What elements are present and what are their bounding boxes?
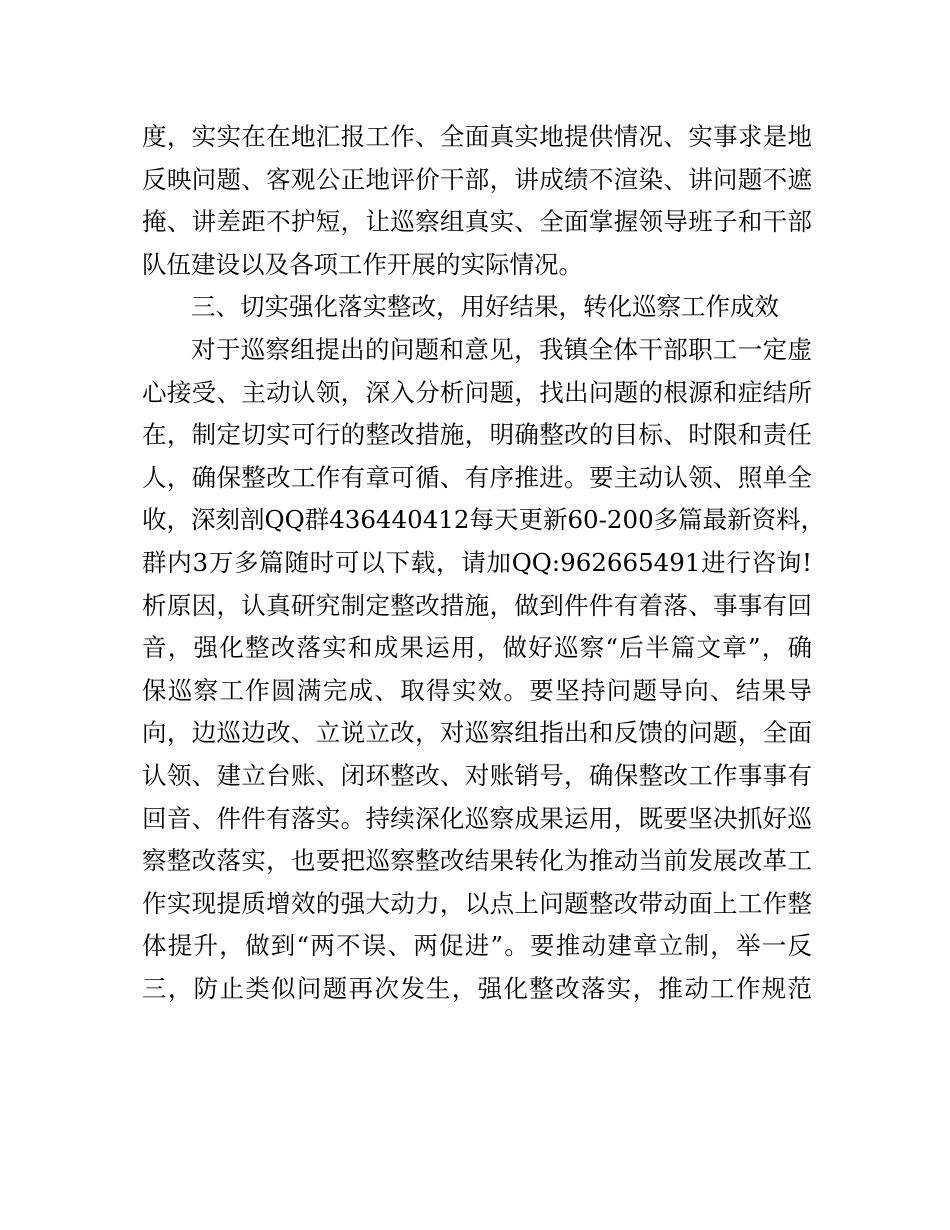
text-line: 向，边巡边改、立说立改，对巡察组指出和反馈的问题，全面: [142, 718, 812, 748]
text-line: 三，防止类似问题再次发生，强化整改落实，推动工作规范: [142, 973, 812, 1003]
text-line: 度，实实在在地汇报工作、全面真实地提供情况、实事求是地: [142, 122, 812, 151]
text-line: 掩、讲差距不护短，让巡察组真实、全面掌握领导班子和干部: [142, 207, 812, 237]
text-line: 反映问题、客观公正地评价干部，讲成绩不渲染、讲问题不遮: [142, 164, 812, 194]
text-line: 人，确保整改工作有章可循、有序推进。要主动认领、照单全: [142, 462, 812, 492]
text-line: 队伍建设以及各项工作开展的实际情况。: [142, 249, 583, 279]
text-line: 群内3万多篇随时可以下载，请加QQ:962665491进行咨询!: [142, 547, 812, 577]
section-heading: 三、切实强化落实整改，用好结果，转化巡察工作成效: [191, 292, 779, 322]
text-line: 体提升，做到“两不误、两促进”。要推动建章立制，举一反: [142, 931, 812, 961]
text-line: 在，制定切实可行的整改措施，明确整改的目标、时限和责任: [142, 420, 812, 450]
text-line: 保巡察工作圆满完成、取得实效。要坚持问题导向、结果导: [142, 675, 812, 705]
text-line: 析原因，认真研究制定整改措施，做到件件有着落、事事有回: [142, 590, 812, 620]
text-line: 音，强化整改落实和成果运用，做好巡察“后半篇文章”，确: [142, 633, 812, 663]
text-line: 回音、件件有落实。持续深化巡察成果运用，既要坚决抓好巡: [142, 803, 812, 833]
text-line: 对于巡察组提出的问题和意见，我镇全体干部职工一定虚: [191, 334, 812, 364]
text-line: 作实现提质增效的强大动力，以点上问题整改带动面上工作整: [142, 888, 812, 918]
text-line: 认领、建立台账、闭环整改、对账销号，确保整改工作事事有: [142, 760, 812, 790]
body-text: [142, 116, 826, 1010]
text-line: 心接受、主动认领，深入分析问题，找出问题的根源和症结所: [142, 377, 812, 407]
text-line: 收，深刻剖QQ群436440412每天更新60-200多篇最新资料，: [142, 505, 826, 535]
text-line: 察整改落实，也要把巡察整改结果转化为推动当前发展改革工: [142, 846, 812, 876]
